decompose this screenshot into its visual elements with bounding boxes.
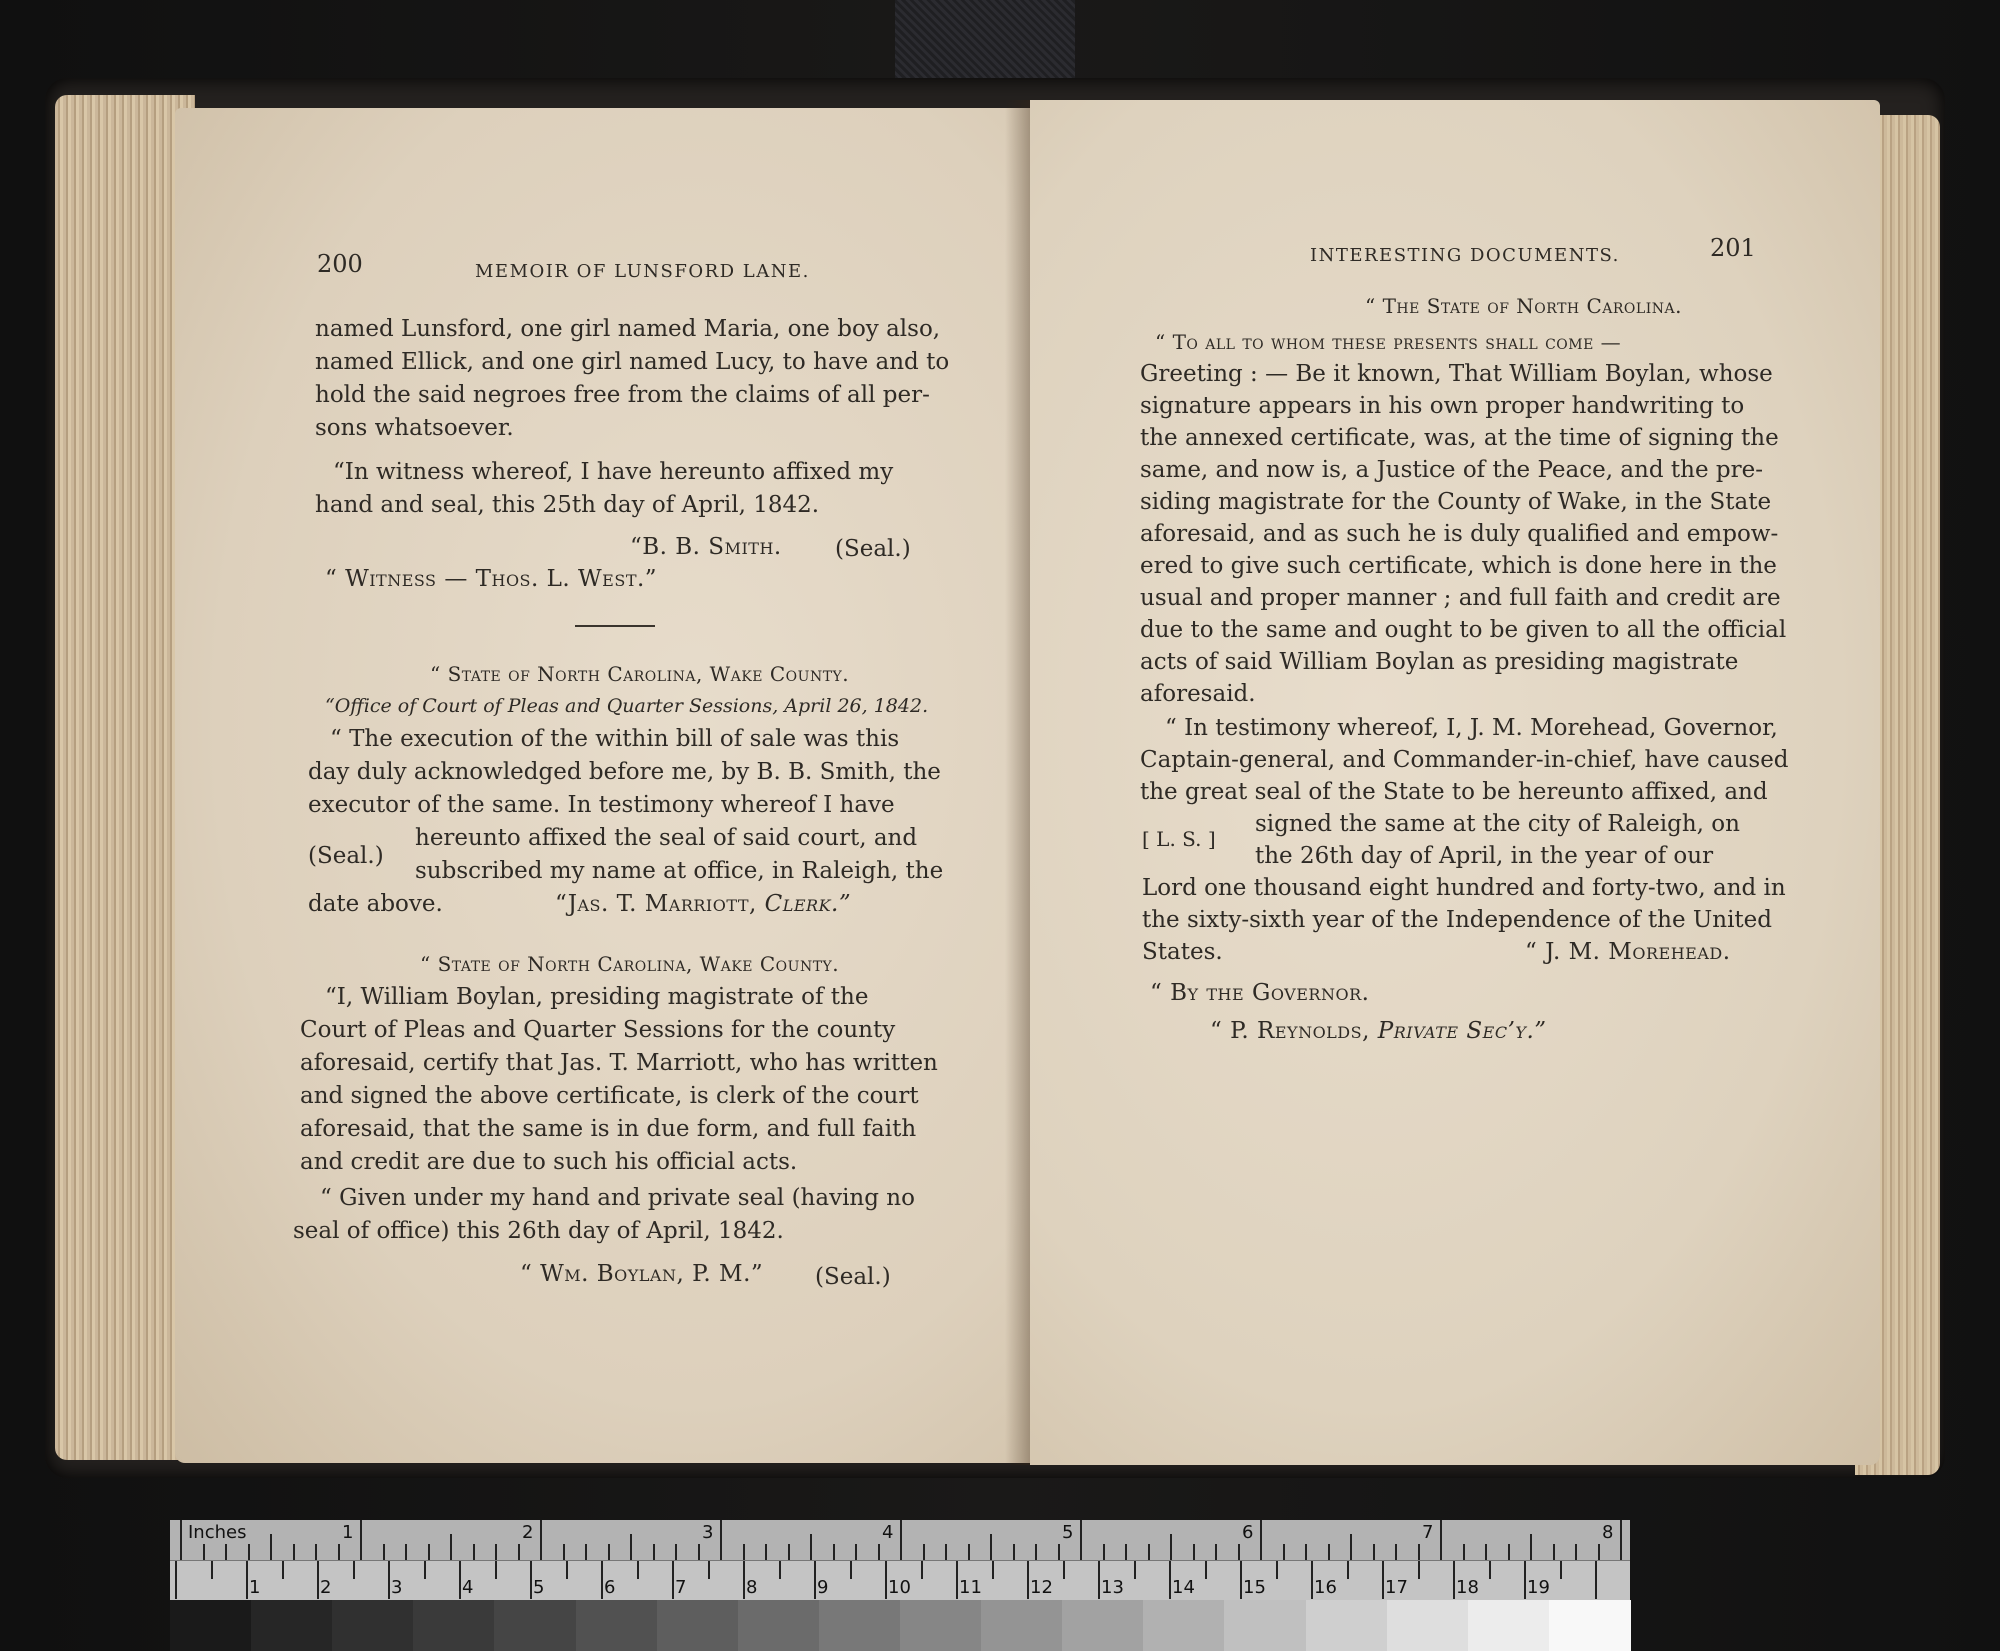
body-line: “ The execution of the within bill of sale was this — [330, 726, 900, 752]
inch-tick — [1553, 1544, 1555, 1560]
seal-label: (Seal.) — [835, 536, 911, 562]
cm-number: 12 — [1030, 1577, 1053, 1598]
signature-smith: “B. B. Smith. — [630, 534, 782, 560]
gray-patch — [332, 1600, 414, 1651]
inch-tick — [1463, 1544, 1465, 1560]
inch-tick — [1418, 1544, 1420, 1560]
inch-number: 3 — [702, 1522, 714, 1543]
cm-number: 11 — [959, 1577, 982, 1598]
reynolds-title: Private Sec’y.” — [1377, 1018, 1547, 1044]
cm-number: 5 — [533, 1577, 545, 1598]
inch-tick — [855, 1544, 857, 1560]
cm-number: 3 — [391, 1577, 403, 1598]
inch-tick — [1238, 1544, 1240, 1560]
cm-number: 4 — [462, 1577, 474, 1598]
cm-number: 15 — [1243, 1577, 1266, 1598]
inch-tick — [383, 1544, 385, 1560]
cm-tick — [246, 1561, 248, 1599]
body-line: hold the said negroes free from the claims of all per- — [315, 382, 930, 408]
cm-tick — [495, 1561, 497, 1579]
body-line: Captain-general, and Commander-in-chief, have caused — [1140, 747, 1789, 773]
body-line: the great seal of the State to be hereunto affixed, and — [1140, 779, 1768, 805]
body-line: aforesaid. — [1140, 681, 1256, 707]
seal-marker: (Seal.) — [308, 843, 384, 869]
cm-number: 1 — [249, 1577, 261, 1598]
section-divider — [575, 625, 655, 627]
cm-tick — [921, 1561, 923, 1579]
cm-number: 18 — [1456, 1577, 1479, 1598]
signature-morehead: “ J. M. Morehead. — [1525, 939, 1731, 965]
body-line: and credit are due to such his official acts. — [300, 1149, 798, 1175]
body-line: aforesaid, and as such he is duly qualified and empow- — [1140, 521, 1779, 547]
inch-number: 8 — [1602, 1522, 1614, 1543]
inch-number: 1 — [342, 1522, 354, 1543]
cm-number: 10 — [888, 1577, 911, 1598]
gray-patch — [819, 1600, 901, 1651]
cm-tick — [211, 1561, 213, 1579]
cm-tick — [1240, 1561, 1242, 1599]
inch-tick — [1598, 1544, 1600, 1560]
body-line: Greeting : — Be it known, That William Boylan, whose — [1140, 361, 1773, 387]
cm-tick — [317, 1561, 319, 1599]
body-line: same, and now is, a Justice of the Peace, and the pre- — [1140, 457, 1763, 483]
body-line: States. — [1142, 939, 1223, 965]
inch-tick — [1620, 1520, 1622, 1560]
marriott-title: Clerk.” — [764, 891, 852, 917]
body-line: hereunto affixed the seal of said court, and — [415, 825, 918, 851]
inch-tick — [743, 1544, 745, 1560]
body-line: seal of office) this 26th day of April, 1842. — [293, 1218, 784, 1244]
gray-patch — [494, 1600, 576, 1651]
cm-tick — [282, 1561, 284, 1579]
inch-tick — [630, 1534, 632, 1560]
scale-ruler — [170, 1520, 1630, 1651]
gray-patch — [900, 1600, 982, 1651]
inch-tick — [225, 1544, 227, 1560]
inch-tick — [923, 1544, 925, 1560]
cm-tick — [353, 1561, 355, 1579]
body-line: signed the same at the city of Raleigh, on — [1255, 811, 1740, 837]
body-line: date above. — [308, 891, 443, 917]
body-line: usual and proper manner ; and full faith and credit are — [1140, 585, 1781, 611]
reynolds-name: “ P. Reynolds, — [1210, 1018, 1370, 1044]
page-number: 200 — [317, 250, 363, 278]
cm-tick — [956, 1561, 958, 1599]
inch-tick — [1485, 1544, 1487, 1560]
cm-scale — [170, 1560, 1630, 1601]
inch-tick — [1260, 1520, 1262, 1560]
running-head: MEMOIR OF LUNSFORD LANE. — [475, 261, 810, 282]
gray-patch — [251, 1600, 333, 1651]
body-line: the sixty-sixth year of the Independence of the United — [1142, 907, 1772, 933]
body-line: “ Given under my hand and private seal (having no — [320, 1185, 915, 1211]
inch-number: 7 — [1422, 1522, 1434, 1543]
inch-tick — [1080, 1520, 1082, 1560]
ls-marker: [ L. S. ] — [1142, 827, 1216, 851]
inch-tick — [1103, 1544, 1105, 1560]
page-number: 201 — [1710, 234, 1756, 262]
body-line: siding magistrate for the County of Wake, in the State — [1140, 489, 1772, 515]
cm-tick — [1169, 1561, 1171, 1599]
cm-tick — [1453, 1561, 1455, 1599]
cm-tick — [637, 1561, 639, 1579]
cm-tick — [992, 1561, 994, 1579]
inch-tick — [518, 1544, 520, 1560]
inch-tick — [473, 1544, 475, 1560]
inch-tick — [968, 1544, 970, 1560]
inch-tick — [1125, 1544, 1127, 1560]
inch-tick — [1373, 1544, 1375, 1560]
signature-reynolds — [1210, 1015, 1547, 1047]
cm-tick — [1311, 1561, 1313, 1599]
inch-tick — [585, 1544, 587, 1560]
gray-patch — [170, 1600, 252, 1651]
cm-number: 7 — [675, 1577, 687, 1598]
cm-tick — [743, 1561, 745, 1599]
inch-label: Inches — [188, 1522, 247, 1543]
inch-tick — [878, 1544, 880, 1560]
cm-tick — [708, 1561, 710, 1579]
inch-tick — [1170, 1534, 1172, 1560]
inch-tick — [1193, 1544, 1195, 1560]
inch-tick — [540, 1520, 542, 1560]
inch-tick — [203, 1544, 205, 1560]
inch-tick — [1035, 1544, 1037, 1560]
inch-tick — [428, 1544, 430, 1560]
body-line: the 26th day of April, in the year of our — [1255, 843, 1714, 869]
inch-tick — [360, 1520, 362, 1560]
cm-tick — [1560, 1561, 1562, 1579]
state-heading: “ The State of North Carolina. — [1365, 294, 1682, 318]
inch-tick — [788, 1544, 790, 1560]
inch-tick — [495, 1544, 497, 1560]
body-line: named Lunsford, one girl named Maria, one boy also, — [315, 316, 941, 342]
cm-tick — [1098, 1561, 1100, 1599]
inch-tick — [1013, 1544, 1015, 1560]
gray-patch — [576, 1600, 658, 1651]
office-line: “Office of Court of Pleas and Quarter Sessions, April 26, 1842. — [325, 695, 929, 717]
inch-tick — [675, 1544, 677, 1560]
inch-tick — [1395, 1544, 1397, 1560]
inch-number: 6 — [1242, 1522, 1254, 1543]
gray-patch — [413, 1600, 495, 1651]
inch-tick — [653, 1544, 655, 1560]
inch-scale — [170, 1520, 1630, 1560]
inch-tick — [900, 1520, 902, 1560]
cm-tick — [459, 1561, 461, 1599]
greeting-line: “ To all to whom these presents shall come — — [1155, 330, 1622, 354]
cm-tick — [1524, 1561, 1526, 1599]
body-line: “ In testimony whereof, I, J. M. Morehead, Governor, — [1165, 715, 1778, 741]
cm-tick — [672, 1561, 674, 1599]
inch-number: 2 — [522, 1522, 534, 1543]
by-governor: “ By the Governor. — [1150, 980, 1370, 1006]
inch-tick — [1530, 1534, 1532, 1560]
body-line: subscribed my name at office, in Raleigh, the — [415, 858, 944, 884]
left-page-edges — [55, 95, 195, 1460]
cm-tick — [1063, 1561, 1065, 1579]
body-line: the annexed certificate, was, at the time of signing the — [1140, 425, 1779, 451]
body-line: acts of said William Boylan as presiding magistrate — [1140, 649, 1739, 675]
inch-tick — [765, 1544, 767, 1560]
inch-number: 5 — [1062, 1522, 1074, 1543]
inch-tick — [405, 1544, 407, 1560]
body-line: aforesaid, certify that Jas. T. Marriott, who has written — [300, 1050, 938, 1076]
cm-tick — [1347, 1561, 1349, 1579]
inch-tick — [180, 1520, 182, 1560]
inch-tick — [315, 1544, 317, 1560]
marriott-name: “Jas. T. Marriott, — [555, 891, 757, 917]
body-line: aforesaid, that the same is in due form, and full faith — [300, 1116, 917, 1142]
body-line: sons whatsoever. — [315, 415, 514, 441]
inch-tick — [1440, 1520, 1442, 1560]
gray-patch — [1062, 1600, 1144, 1651]
inch-tick — [1508, 1544, 1510, 1560]
body-line: day duly acknowledged before me, by B. B. Smith, the — [308, 759, 941, 785]
cm-number: 6 — [604, 1577, 616, 1598]
inch-tick — [293, 1544, 295, 1560]
inch-tick — [608, 1544, 610, 1560]
cm-number: 9 — [817, 1577, 829, 1598]
body-line: named Ellick, and one girl named Lucy, to have and to — [315, 349, 950, 375]
inch-tick — [1305, 1544, 1307, 1560]
gray-patch — [738, 1600, 820, 1651]
cm-number: 19 — [1527, 1577, 1550, 1598]
cm-number: 2 — [320, 1577, 332, 1598]
signature-marriott — [555, 888, 851, 920]
inch-tick — [270, 1534, 272, 1560]
cm-tick — [424, 1561, 426, 1579]
cm-tick — [1382, 1561, 1384, 1599]
inch-tick — [833, 1544, 835, 1560]
inch-tick — [1215, 1544, 1217, 1560]
body-line: Lord one thousand eight hundred and forty-two, and in — [1142, 875, 1786, 901]
gray-patch — [1143, 1600, 1225, 1651]
cm-tick — [885, 1561, 887, 1599]
seal-label: (Seal.) — [815, 1264, 891, 1290]
cm-number: 14 — [1172, 1577, 1195, 1598]
inch-tick — [698, 1544, 700, 1560]
body-line: executor of the same. In testimony whereof I have — [308, 792, 895, 818]
cm-tick — [814, 1561, 816, 1599]
gray-patch — [1224, 1600, 1306, 1651]
body-line: ered to give such certificate, which is done here in the — [1140, 553, 1777, 579]
gray-patch — [1387, 1600, 1469, 1651]
left-page — [175, 108, 1037, 1463]
inch-tick — [1058, 1544, 1060, 1560]
gray-patch — [1549, 1600, 1631, 1651]
cm-tick — [601, 1561, 603, 1599]
cm-tick — [779, 1561, 781, 1579]
cm-tick — [566, 1561, 568, 1579]
gray-patch — [1468, 1600, 1550, 1651]
cm-tick — [1027, 1561, 1029, 1599]
inch-tick — [248, 1544, 250, 1560]
cm-tick — [850, 1561, 852, 1579]
body-line: “I, William Boylan, presiding magistrate of the — [325, 984, 869, 1010]
inch-tick — [1575, 1544, 1577, 1560]
state-heading: “ State of North Carolina, Wake County. — [420, 952, 840, 976]
inch-tick — [338, 1544, 340, 1560]
cm-number: 8 — [746, 1577, 758, 1598]
cm-tick — [530, 1561, 532, 1599]
right-page — [1030, 100, 1880, 1465]
cm-tick — [1418, 1561, 1420, 1579]
body-line: and signed the above certificate, is clerk of the court — [300, 1083, 919, 1109]
inch-number: 4 — [882, 1522, 894, 1543]
witness-line: “ Witness — Thos. L. West.” — [325, 566, 658, 592]
inch-tick — [720, 1520, 722, 1560]
inch-tick — [990, 1534, 992, 1560]
signature-boylan: “ Wm. Boylan, P. M.” — [520, 1261, 764, 1287]
cm-tick — [1205, 1561, 1207, 1579]
cm-number: 13 — [1101, 1577, 1124, 1598]
state-heading: “ State of North Carolina, Wake County. — [430, 662, 850, 686]
cm-tick — [1489, 1561, 1491, 1579]
gray-patch — [1306, 1600, 1388, 1651]
cm-tick — [1276, 1561, 1278, 1579]
inch-tick — [1328, 1544, 1330, 1560]
running-head: INTERESTING DOCUMENTS. — [1310, 245, 1620, 266]
cm-tick — [388, 1561, 390, 1599]
body-line: “In witness whereof, I have hereunto affixed my — [333, 459, 894, 485]
gray-patch — [981, 1600, 1063, 1651]
body-line: signature appears in his own proper handwriting to — [1140, 393, 1745, 419]
inch-tick — [945, 1544, 947, 1560]
cm-number: 16 — [1314, 1577, 1337, 1598]
inch-tick — [450, 1534, 452, 1560]
body-line: hand and seal, this 25th day of April, 1842. — [315, 492, 820, 518]
body-line: due to the same and ought to be given to all the official — [1140, 617, 1787, 643]
cm-number: 17 — [1385, 1577, 1408, 1598]
cm-tick — [175, 1561, 177, 1599]
cm-tick — [1134, 1561, 1136, 1579]
inch-tick — [1283, 1544, 1285, 1560]
inch-tick — [810, 1534, 812, 1560]
gray-patch — [657, 1600, 739, 1651]
body-line: Court of Pleas and Quarter Sessions for the county — [300, 1017, 896, 1043]
inch-tick — [1350, 1534, 1352, 1560]
inch-tick — [1148, 1544, 1150, 1560]
inch-tick — [563, 1544, 565, 1560]
cm-tick — [1595, 1561, 1597, 1599]
